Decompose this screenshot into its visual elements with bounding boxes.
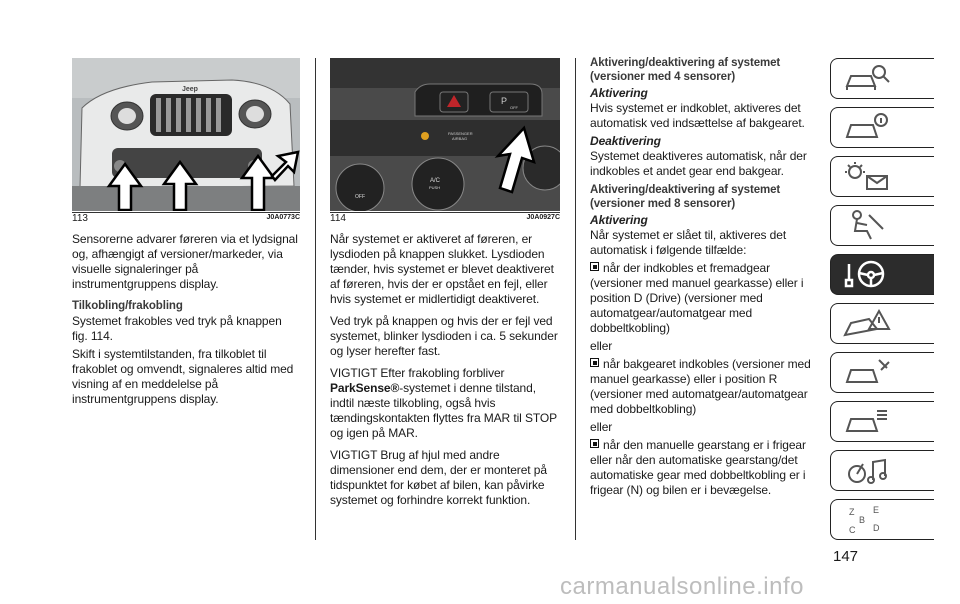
brand-name: ParkSense® — [330, 381, 400, 395]
multimedia-icon — [843, 454, 891, 487]
column-3 — [590, 56, 822, 501]
intro-paragraph: Sensorerne advarer føreren via et lydsignal og, afhængigt af versioner/markeder, via visuelle signaleringer på instrumentgruppens display. — [72, 232, 298, 291]
figure-114-caption — [330, 212, 560, 225]
car-service-icon — [843, 356, 891, 389]
key-steering-wheel-icon — [843, 258, 891, 291]
paragraph: Hvis systemet er indkoblet, aktiveres det automatisk ved indsættelse af bakgearet. — [590, 101, 805, 130]
figure-113-caption — [72, 212, 300, 225]
chapter-tabs — [830, 58, 934, 548]
tab-index[interactable] — [830, 499, 934, 540]
warning-light-message-icon — [843, 160, 891, 193]
note-paragraph — [330, 366, 562, 441]
bullet-item — [590, 261, 822, 336]
paragraph: Systemet frakobles ved tryk på knappen fig. 114. — [72, 314, 282, 343]
svg-text:E: E — [873, 505, 880, 515]
paragraph: Når systemet er aktiveret af føreren, er lysdioden på knappen slukket. Lysdioden tænder, hvis systemet er blevet deaktiveret af føreren, hvis der er opstået en fejl, eller hvis systemet er midlertidigt deaktiveret. — [330, 232, 554, 306]
tab-car-info[interactable] — [830, 107, 934, 148]
sub-heading: Aktivering — [590, 86, 648, 100]
tab-technical-data[interactable] — [830, 401, 934, 442]
note-paragraph: VIGTIGT Brug af hjul med andre dimensioner end dem, der er monteret på tidspunktet for købet af bilen, kan påvirke systemet og forhindre korrekt funktion. — [330, 448, 547, 507]
bullet-icon — [590, 262, 599, 271]
figure-113-image — [72, 58, 300, 211]
car-badge-text: Jeep — [182, 86, 198, 93]
note-body: -systemet i denne tilstand, indtil næste tilkobling, også hvis tændingskontakten flyttes fra MAR til STOP og igen på MAR. — [330, 381, 557, 440]
watermark: carmanualsonline.info — [560, 573, 804, 600]
tab-emergency[interactable] — [830, 303, 934, 344]
paragraph: Skift i systemtilstanden, fra tilkoblet til frakoblet og omvendt, signaleres altid med visning af en meddelelse på instrumentgruppens display. — [72, 347, 294, 406]
figure-number: 113 — [72, 213, 88, 224]
passenger-text: PASSENGER — [448, 131, 473, 136]
bullet-text: når der indkobles et fremadgear (versioner med manuel gearkasse) eller i position D (Drive) (versioner med automatgear/automatgear med dobbeltkobling) — [590, 261, 804, 335]
p-off-text: OFF — [510, 105, 518, 110]
bullet-text: når bakgearet indkobles (versioner med manuel gearkasse) eller i position R (versioner med automatgear/automatgear med dobbeltkobling) — [590, 357, 811, 416]
off-text: OFF — [355, 194, 365, 200]
sub-heading: Aktivering — [590, 213, 648, 227]
note-prefix: VIGTIGT Efter frakobling forbliver — [330, 366, 505, 380]
seated-person-safety-icon — [843, 209, 891, 242]
or-text: eller — [590, 420, 613, 434]
bullet-text: når den manuelle gearstang er i frigear eller når den automatiske gearstang/det automatiske gear med dobbeltkobling er i frigear (N) og bilen er i bevægelse. — [590, 438, 806, 497]
bullet-item — [590, 357, 822, 417]
page-number: 147 — [833, 548, 859, 565]
tab-starting-driving[interactable] — [830, 254, 934, 295]
car-specs-icon — [843, 405, 891, 438]
bullet-item — [590, 438, 822, 498]
figure-114-image — [330, 58, 560, 211]
tab-multimedia[interactable] — [830, 450, 934, 491]
svg-text:B: B — [859, 515, 866, 525]
section-heading: Tilkobling/frakobling — [72, 300, 183, 312]
section-heading: Aktivering/deaktivering af systemet (versioner med 4 sensorer) — [590, 57, 781, 83]
alphabet-index-icon — [843, 503, 891, 536]
car-info-icon — [843, 111, 891, 144]
or-text: eller — [590, 339, 613, 353]
airbag-text: AIRBAG — [452, 136, 468, 141]
svg-text:C: C — [849, 525, 856, 535]
tab-safety[interactable] — [830, 205, 934, 246]
column-2 — [330, 232, 562, 515]
column-1 — [72, 232, 300, 414]
bullet-icon — [590, 358, 599, 367]
car-search-icon — [843, 62, 891, 95]
sub-heading: Deaktivering — [590, 134, 661, 148]
tab-car-search[interactable] — [830, 58, 934, 99]
svg-text:D: D — [873, 523, 880, 533]
bullet-icon — [590, 439, 599, 448]
paragraph: Ved tryk på knappen og hvis der er fejl ved systemet, blinker lysdioden i ca. 5 sekunder og lyser herefter fast. — [330, 314, 558, 358]
paragraph: Systemet deaktiveres automatisk, når der indkobles et andet gear end bakgear. — [590, 149, 807, 178]
figure-number: 114 — [330, 213, 346, 224]
push-text: PUSH — [429, 185, 441, 190]
figure-code: J0A0773C — [266, 214, 300, 221]
paragraph: Når systemet er slået til, aktiveres det automatisk i følgende tilfælde: — [590, 228, 787, 257]
column-divider — [575, 58, 576, 540]
tab-warning-lights[interactable] — [830, 156, 934, 197]
tab-service[interactable] — [830, 352, 934, 393]
ac-text: A/C — [430, 178, 441, 184]
car-breakdown-icon — [843, 307, 891, 340]
section-heading: Aktivering/deaktivering af systemet (versioner med 8 sensorer) — [590, 184, 781, 210]
column-divider — [315, 58, 316, 540]
svg-text:P: P — [501, 96, 508, 106]
figure-code: J0A0927C — [526, 214, 560, 221]
svg-text:Z: Z — [849, 507, 855, 517]
